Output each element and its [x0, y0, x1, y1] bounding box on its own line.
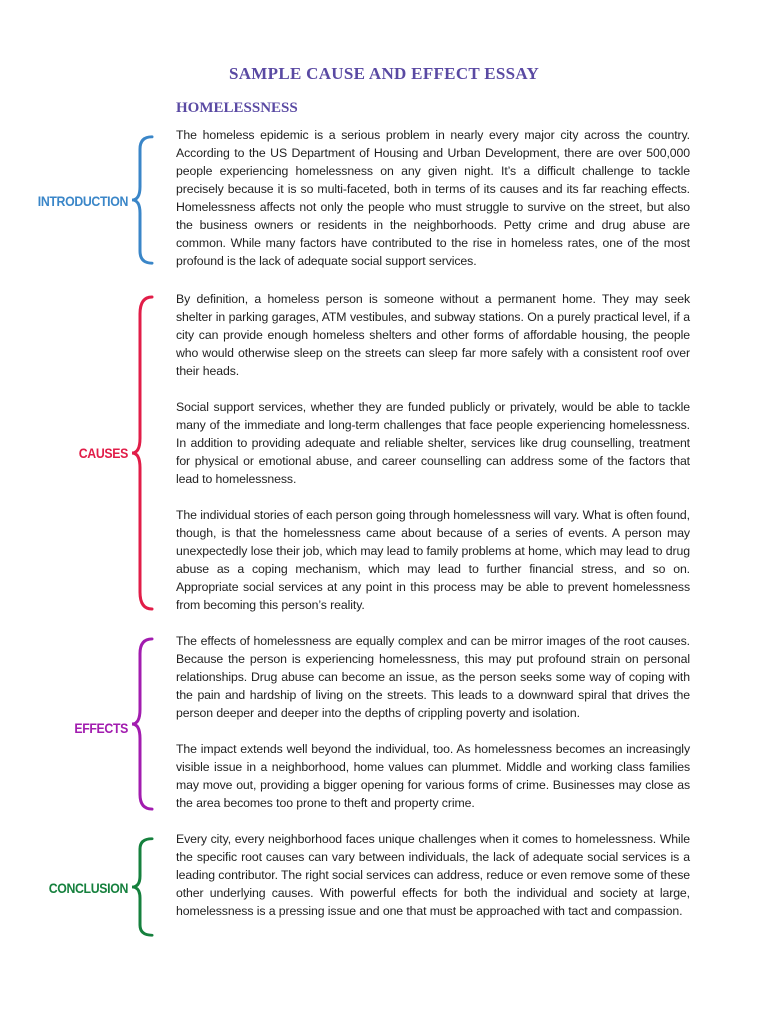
paragraph: Every city, every neighborhood faces unique challenges when it comes to homelessness. While the specific root causes can vary between individuals, the lack of adequate social services is a leading contributor. The right social services can address, reduce or even remove some of these other underlying causes. With powerful effects for both the individual and society at large, homelessness is a pressing issue and one that must be approached with tact and compassion. [176, 832, 690, 918]
page-title: SAMPLE CAUSE AND EFFECT ESSAY [228, 64, 540, 83]
paragraph: The homeless epidemic is a serious problem in nearly every major city across the country. According to the US Department of Housing and Urban Development, there are over 500,000 people experiencing homelessness on any given night. It’s a difficult challenge to tackle precisely because it is so multi-faceted, both in terms of its causes and its far reaching effects. Homelessness affects not only the people who must struggle to survive on the street, but also the business owners or residents in the neighborhoods. Petty crime and drug abuse are common. While many factors have contributed to the rise in homeless rates, one of the most profound is the lack of adequate social support services. [176, 128, 690, 268]
section-label-causes: CAUSES [78, 445, 128, 461]
introduction-body [176, 126, 690, 270]
causes-body [176, 290, 690, 614]
section-label-effects: EFFECTS [74, 720, 128, 736]
brace-causes [130, 294, 156, 612]
paragraph: The effects of homelessness are equally complex and can be mirror images of the root causes. Because the person is experiencing homelessness, this may put profound strain on personal relationships. Drug abuse can become an issue, as the person seeks some way of coping with the pain and hardship of living on the streets. This leads to a downward spiral that drives the person deeper and deeper into the depths of crippling poverty and isolation. [176, 634, 690, 720]
paragraph: The impact extends well beyond the individual, too. As homelessness becomes an increasingly visible issue in a neighborhood, home values can plummet. Middle and working class families may move out, providing a bigger opening for various forms of crime. Businesses may close as the area becomes too prone to theft and property crime. [176, 742, 690, 810]
effects-body [176, 632, 690, 812]
section-label-introduction: INTRODUCTION [37, 193, 128, 209]
brace-effects [130, 636, 156, 812]
brace-conclusion [130, 836, 156, 938]
brace-introduction [130, 134, 156, 266]
section-label-conclusion: CONCLUSION [48, 880, 128, 896]
paragraph: The individual stories of each person going through homelessness will vary. What is often found, though, is that the homelessness came about because of a series of events. A person may unexpectedly lose their job, which may lead to family problems at home, which may lead to drug abuse as a coping mechanism, which may lead to further financial stress, and so on. Appropriate social services at any point in this process may be able to prevent homelessness from becoming this person’s reality. [176, 508, 690, 612]
paragraph: Social support services, whether they are funded publicly or privately, would be able to tackle many of the immediate and long-term challenges that face people experiencing homelessness. In addition to providing adequate and reliable shelter, services like drug counselling, treatment for physical or emotional abuse, and career counselling can address some of the factors that lead to homelessness. [176, 400, 690, 486]
essay-subtitle: HOMELESSNESS [176, 100, 298, 116]
conclusion-body [176, 830, 690, 920]
paragraph: By definition, a homeless person is someone without a permanent home. They may seek shelter in parking garages, ATM vestibules, and subway stations. On a purely practical level, if a city can provide enough homeless shelters and other forms of affordable housing, the people who would otherwise sleep on the streets can sleep far more safely with a consistent roof over their heads. [176, 292, 690, 378]
